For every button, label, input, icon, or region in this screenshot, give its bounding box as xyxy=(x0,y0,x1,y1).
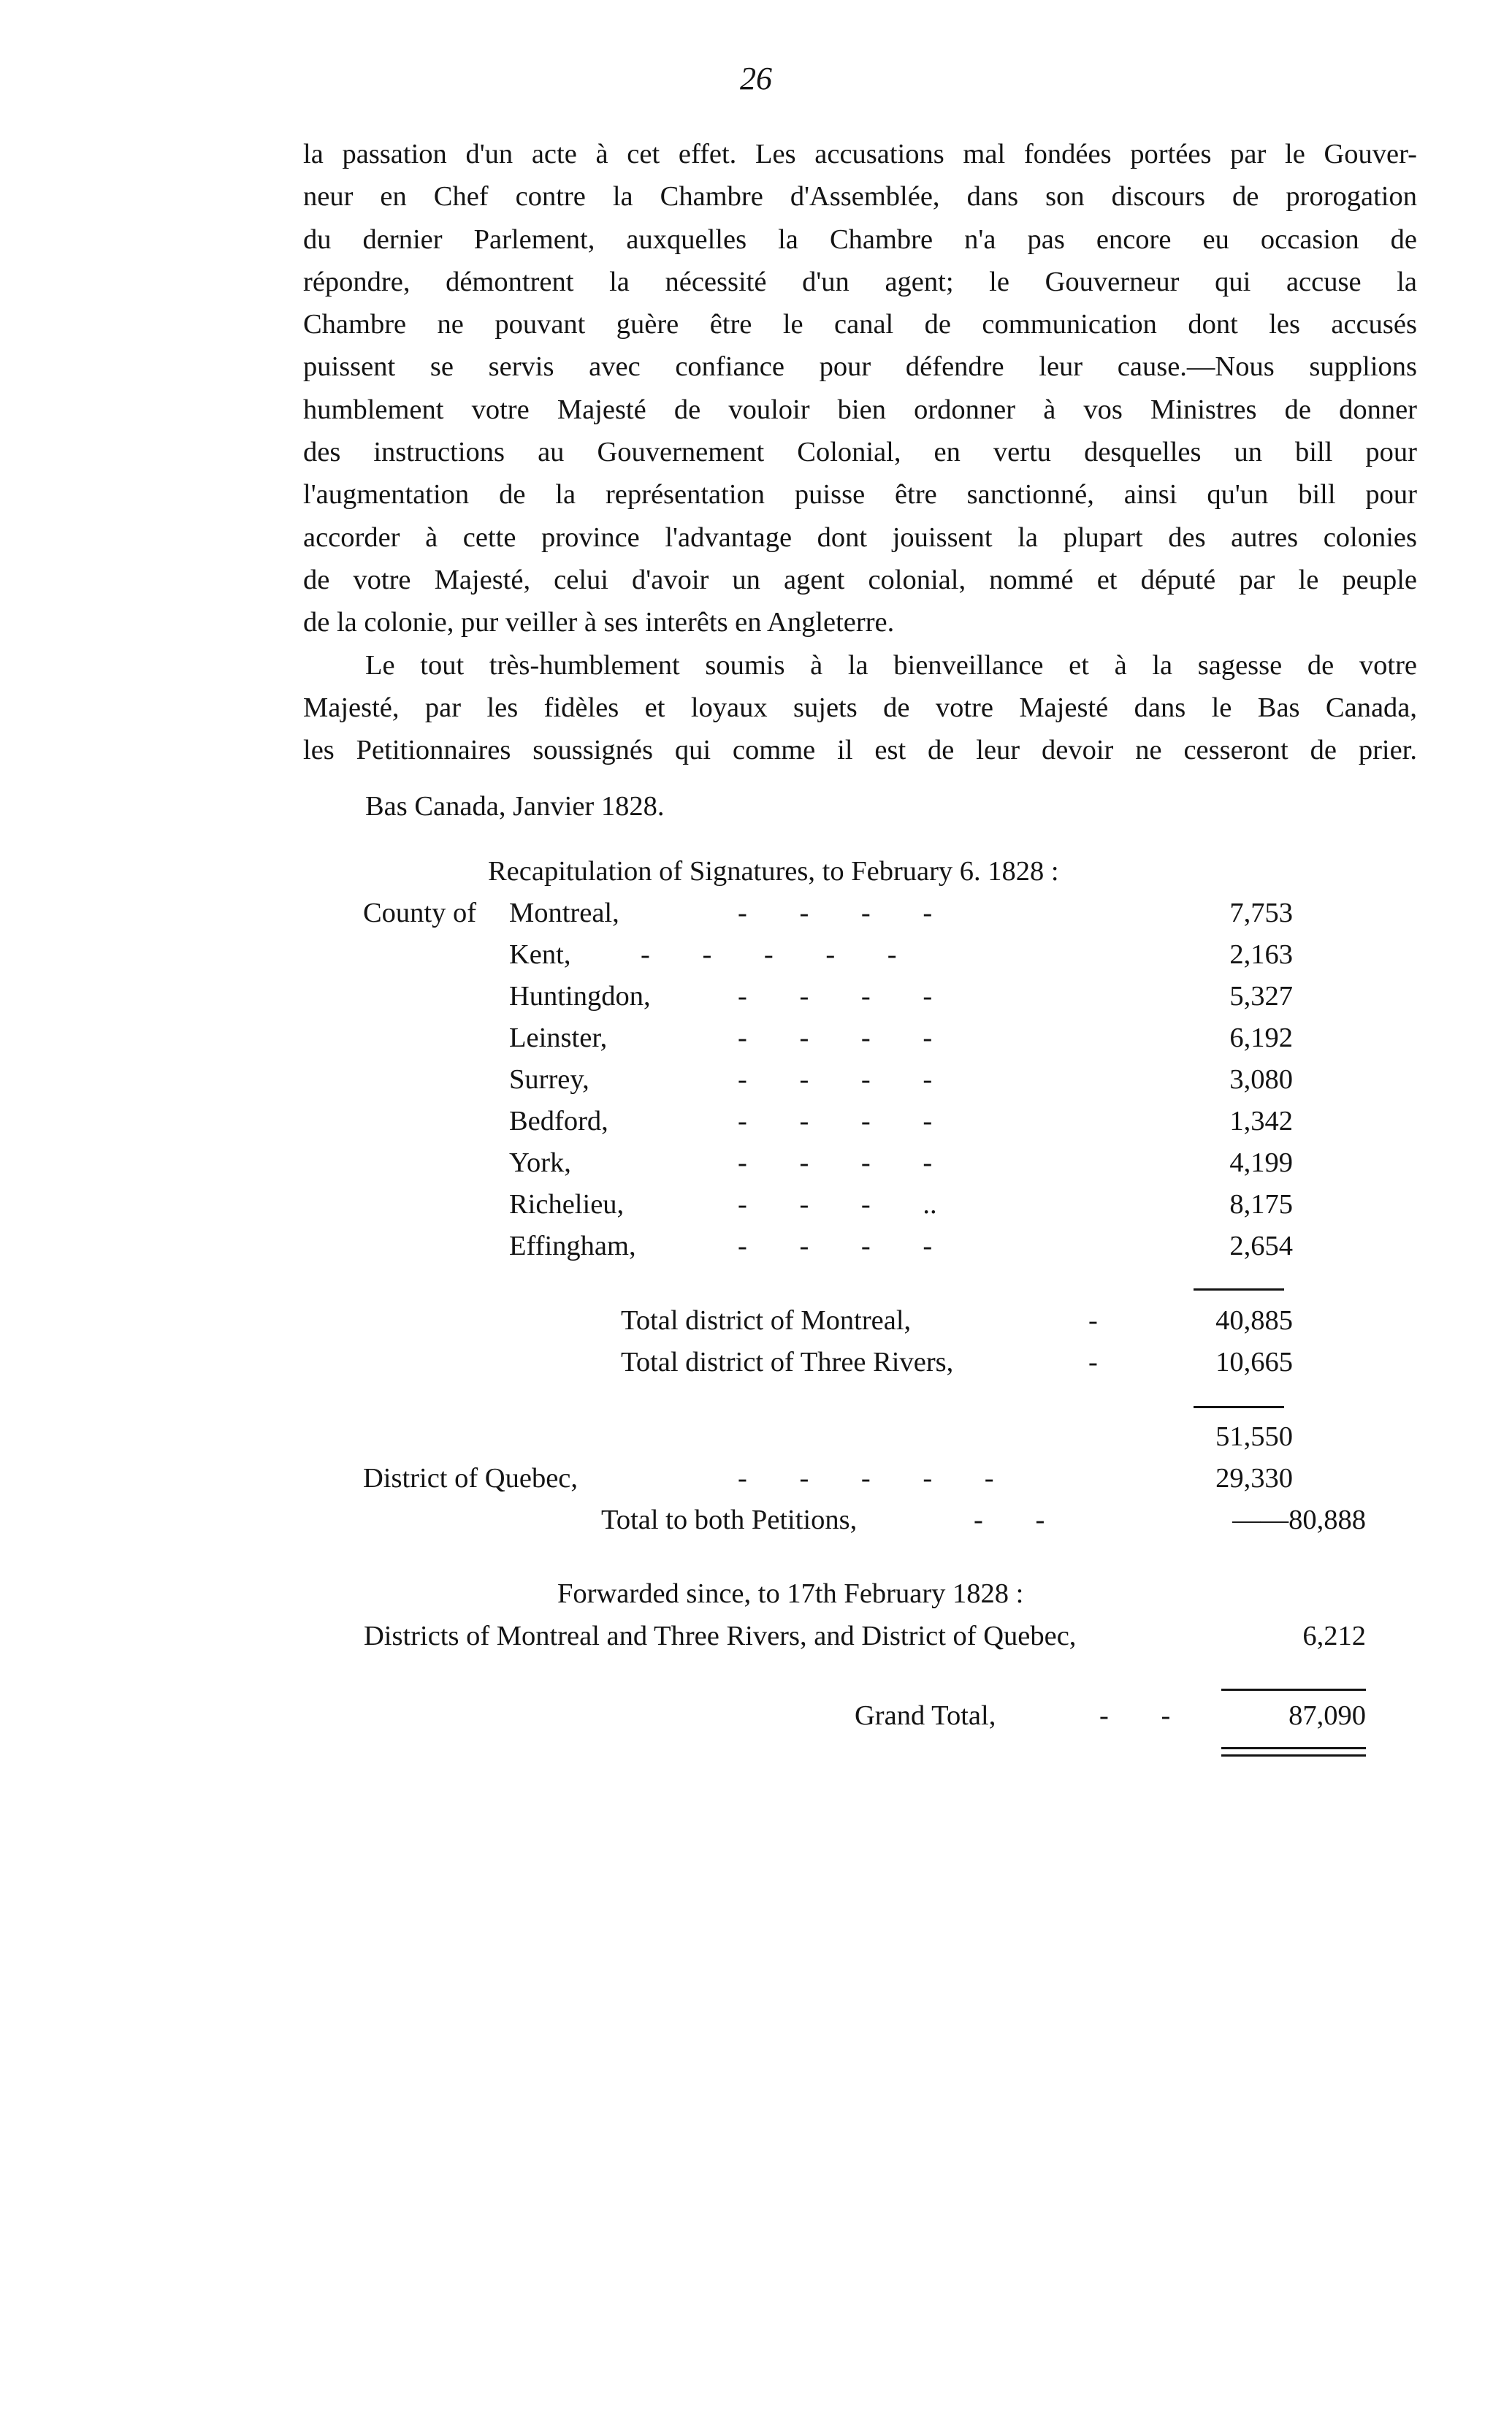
leader-dashes: - - - - xyxy=(738,1231,933,1261)
table-row xyxy=(0,939,1512,981)
signature-count: 2,163 xyxy=(1229,939,1293,970)
district-label: District of Quebec, xyxy=(363,1463,578,1494)
leader-dashes: - - - - xyxy=(738,1147,933,1178)
total-label: Total district of Three Rivers, xyxy=(621,1347,954,1378)
signature-count: 2,654 xyxy=(1229,1231,1293,1261)
table-row xyxy=(0,1063,1512,1106)
county-name: Effingham, xyxy=(509,1231,636,1261)
county-name: Richelieu, xyxy=(509,1189,625,1220)
total-count: 40,885 xyxy=(1215,1305,1293,1336)
leader-dashes: - - - - xyxy=(738,1023,933,1053)
county-name: Leinster, xyxy=(509,1023,608,1053)
grand-total-rule xyxy=(1221,1689,1366,1691)
county-prefix: County of xyxy=(363,898,477,928)
text-line: du dernier Parlement, auxquelles la Chambre n'a pas encore eu occasion de xyxy=(303,223,1417,255)
county-name: Montreal, xyxy=(509,898,619,928)
total-label: Total district of Montreal, xyxy=(621,1305,912,1336)
recap-heading: Recapitulation of Signatures, to February 6. 1828 : xyxy=(488,856,1059,887)
table-row xyxy=(0,1304,1512,1347)
leader-dashes: - - - - - xyxy=(641,939,897,970)
total-count: ——80,888 xyxy=(1232,1505,1366,1535)
county-name: Bedford, xyxy=(509,1106,608,1136)
subtotal-count: 51,550 xyxy=(1215,1421,1293,1452)
signature-count: 1,342 xyxy=(1229,1106,1293,1136)
leader-dashes: - - - - xyxy=(738,981,933,1012)
signature-count: 6,192 xyxy=(1229,1023,1293,1053)
county-name: Kent, xyxy=(509,939,571,970)
county-name: Huntingdon, xyxy=(509,981,651,1012)
leader-dashes: - - - - xyxy=(738,898,933,928)
leader-dashes: - - - - xyxy=(738,1106,933,1136)
total-count: 10,665 xyxy=(1215,1347,1293,1378)
leader-dashes: - xyxy=(1088,1305,1098,1336)
text-line: Le tout très-humblement soumis à la bienveillance et à la sagesse de votre xyxy=(365,649,1417,681)
signature-count: 4,199 xyxy=(1229,1147,1293,1178)
forwarded-line: Districts of Montreal and Three Rivers, and District of Quebec, xyxy=(364,1621,1077,1651)
table-row xyxy=(0,1462,1512,1505)
sum-rule xyxy=(1194,1406,1284,1408)
table-row xyxy=(0,1504,1512,1546)
text-line: la passation d'un acte à cet effet. Les accusations mal fondées portées par le Gouver- xyxy=(303,139,1417,169)
text-line: accorder à cette province l'advantage dont jouissent la plupart des autres colonies xyxy=(303,521,1417,553)
page-number: 26 xyxy=(740,61,772,96)
table-row xyxy=(0,1421,1512,1463)
table-row xyxy=(0,897,1512,939)
signature-count: 8,175 xyxy=(1229,1189,1293,1220)
leader-dashes: - - - - - xyxy=(738,1463,994,1494)
table-row xyxy=(0,1022,1512,1064)
leader-dashes: - xyxy=(1088,1347,1098,1378)
grand-total-label: Grand Total, xyxy=(855,1700,996,1731)
table-row xyxy=(0,1188,1512,1231)
place-date: Bas Canada, Janvier 1828. xyxy=(365,791,665,822)
leader-dashes: - - xyxy=(1099,1700,1171,1731)
text-line: Chambre ne pouvant guère être le canal de communication dont les accusés xyxy=(303,309,1417,340)
district-count: 29,330 xyxy=(1215,1463,1293,1494)
leader-dashes: - - xyxy=(974,1505,1045,1535)
signature-count: 3,080 xyxy=(1229,1064,1293,1095)
text-line: Majesté, par les fidèles et loyaux sujets de votre Majesté dans le Bas Canada, xyxy=(303,692,1417,723)
total-label: Total to both Petitions, xyxy=(601,1505,858,1535)
table-row xyxy=(0,1230,1512,1272)
text-line: puissent se servis avec confiance pour défendre leur cause.—Nous supplions xyxy=(303,351,1417,383)
forwarded-count: 6,212 xyxy=(1302,1621,1366,1651)
double-rule-bottom xyxy=(1221,1754,1366,1757)
text-line: des instructions au Gouvernement Colonial, en vertu desquelles un bill pour xyxy=(303,437,1417,468)
forwarded-heading: Forwarded since, to 17th February 1828 : xyxy=(557,1578,1024,1609)
leader-dashes: - - - .. xyxy=(738,1189,937,1220)
table-row xyxy=(0,1346,1512,1388)
text-line: l'augmentation de la représentation puisse être sanctionné, ainsi qu'un bill pour xyxy=(303,479,1417,511)
county-name: Surrey, xyxy=(509,1064,589,1095)
signature-count: 7,753 xyxy=(1229,898,1293,928)
leader-dashes: - - - - xyxy=(738,1064,933,1095)
text-line: neur en Chef contre la Chambre d'Assemblée, dans son discours de prorogation xyxy=(303,181,1417,213)
table-row xyxy=(0,980,1512,1023)
double-rule-top xyxy=(1221,1747,1366,1749)
text-line: répondre, démontrent la nécessité d'un agent; le Gouverneur qui accuse la xyxy=(303,266,1417,297)
petition-text xyxy=(303,133,1417,771)
text-line: les Petitionnaires soussignés qui comme il est de leur devoir ne cesseront de prier. xyxy=(303,735,1417,766)
signature-count: 5,327 xyxy=(1229,981,1293,1012)
table-row xyxy=(0,1105,1512,1147)
text-line: humblement votre Majesté de vouloir bien ordonner à vos Ministres de donner xyxy=(303,394,1417,425)
text-line: de la colonie, pur veiller à ses interêts en Angleterre. xyxy=(303,607,895,638)
table-row xyxy=(0,1147,1512,1189)
sum-rule xyxy=(1194,1288,1284,1291)
county-name: York, xyxy=(509,1147,571,1178)
grand-total-count: 87,090 xyxy=(1288,1700,1366,1731)
text-line: de votre Majesté, celui d'avoir un agent colonial, nommé et député par le peuple xyxy=(303,564,1417,595)
